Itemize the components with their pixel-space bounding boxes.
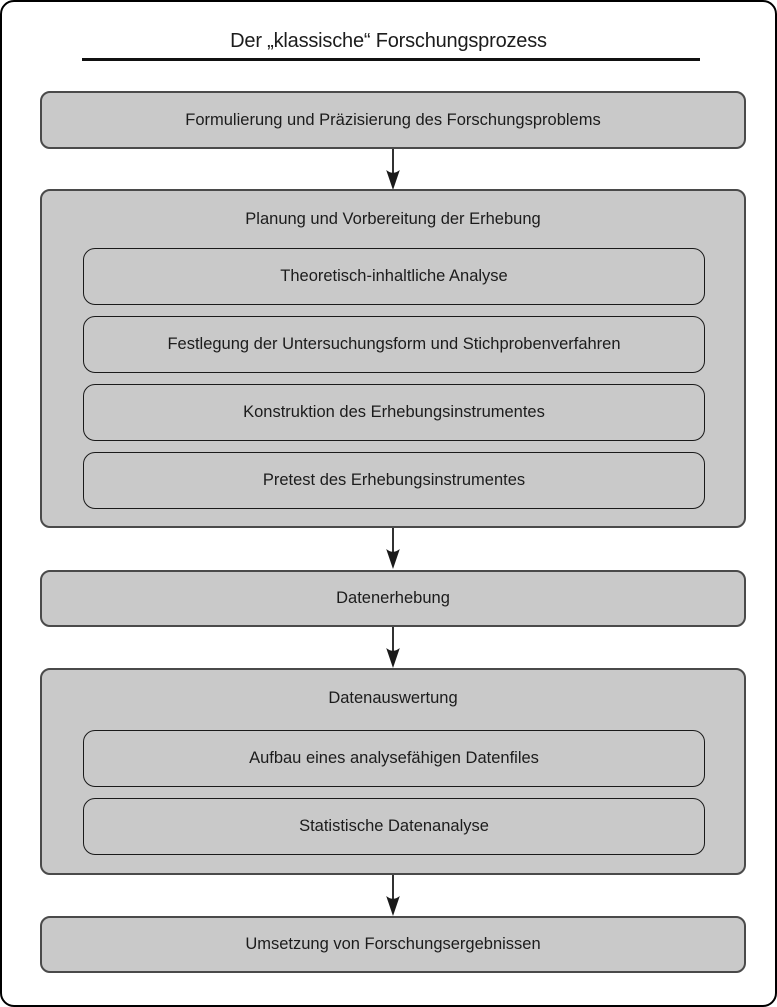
substep-box-statistische-datenanalyse [83, 798, 705, 855]
substep-label: Aufbau eines analysefähigen Datenfiles [249, 749, 539, 767]
substep-label: Statistische Datenanalyse [299, 817, 489, 835]
substep-label: Theoretisch-inhaltliche Analyse [280, 267, 508, 285]
substep-label: Festlegung der Untersuchungsform und Stichprobenverfahren [167, 335, 621, 353]
step-label: Umsetzung von Forschungsergebnissen [245, 935, 541, 953]
down-arrow-icon [382, 875, 404, 916]
step-box-datenerhebung [40, 570, 746, 627]
substep-box-konstruktion-erhebungsinstrument [83, 384, 705, 441]
step-label: Formulierung und Präzisierung des Forschungsproblems [185, 110, 601, 129]
step-box-formulierung [40, 91, 746, 149]
title-underline [82, 58, 700, 61]
group-box-datenauswertung [40, 668, 746, 875]
step-label: Datenerhebung [336, 589, 450, 607]
down-arrow-icon [382, 149, 404, 190]
group-box-planung [40, 189, 746, 528]
substep-box-theoretisch-inhaltliche-analyse [83, 248, 705, 305]
substep-box-pretest-erhebungsinstrument [83, 452, 705, 509]
group-label: Datenauswertung [328, 688, 458, 707]
down-arrow-icon [382, 528, 404, 569]
substep-label: Konstruktion des Erhebungsinstrumentes [243, 403, 545, 421]
step-box-umsetzung [40, 916, 746, 973]
group-label: Planung und Vorbereitung der Erhebung [245, 209, 541, 228]
substep-box-festlegung-untersuchungsform [83, 316, 705, 373]
down-arrow-icon [382, 627, 404, 668]
page-title: Der „klassische“ Forschungsprozess [230, 30, 547, 52]
substep-label: Pretest des Erhebungsinstrumentes [262, 471, 526, 489]
substep-box-aufbau-datenfile [83, 730, 705, 787]
